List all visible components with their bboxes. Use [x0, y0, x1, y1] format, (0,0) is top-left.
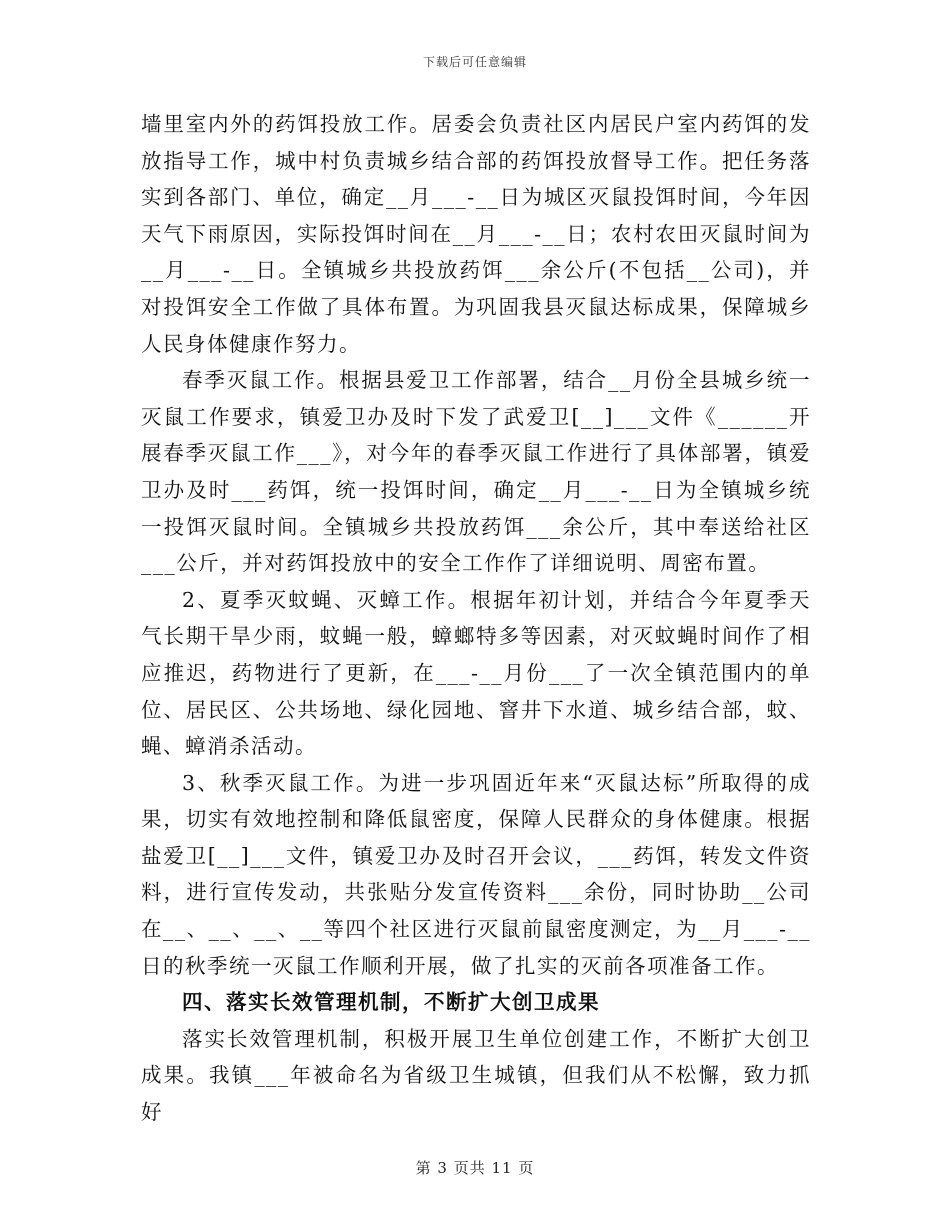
paragraph-continuation: 墙里室内外的药饵投放工作。居委会负责社区内居民户室内药饵的发放指导工作，城中村负责城乡结合部的药饵投放督导工作。把任务落实到各部门、单位，确定__月___-__日为城区灭鼠投饵时间，今年因天气下雨原因，实际投饵时间在__月___-__日；农村农田灭鼠时间为__月___-__日。全镇城乡共投放药饵___余公斤(不包括__公司)，并对投饵安全工作做了具体布置。为巩固我县灭鼠达标成果，保障城乡人民身体健康作努力。 — [141, 112, 811, 356]
document-body — [141, 106, 811, 1131]
paragraph-spring-rodent-control: 春季灭鼠工作。根据县爱卫工作部署，结合__月份全县城乡统一灭鼠工作要求，镇爱卫办及时下发了武爱卫[__]___文件《______开展春季灭鼠工作___》，对今年的春季灭鼠工作进行了具体部署，镇爱卫办及时___药饵，统一投饵时间，确定__月___-__日为全镇城乡统一投饵灭鼠时间。全镇城乡共投放药饵___余公斤，其中奉送给社区___公斤，并对药饵投放中的安全工作作了详细说明、周密布置。 — [141, 368, 811, 576]
page-footer: 第 3 页共 11 页 — [415, 1159, 535, 1177]
section-heading: 四、落实长效管理机制，不断扩大创卫成果 — [182, 990, 600, 1015]
paragraph-long-term-mechanism: 落实长效管理机制，积极开展卫生单位创建工作，不断扩大创卫成果。我镇___年被命名为省级卫生城镇，但我们从不松懈，致力抓好 — [141, 1026, 811, 1125]
paragraph-summer-pest-control: 2、夏季灭蚊蝇、灭蟑工作。根据年初计划，并结合今年夏季天气长期干旱少雨，蚊蝇一般，蟑螂特多等因素，对灭蚊蝇时间作了相应推迟，药物进行了更新，在___-__月份___了一次全镇范围内的单位、居民区、公共场地、绿化园地、窨井下水道、城乡结合部，蚊、蝇、蟑消杀活动。 — [141, 587, 811, 759]
page-header: 下载后可任意编辑 — [422, 55, 527, 69]
paragraph-autumn-rodent-control: 3、秋季灭鼠工作。为进一步巩固近年来“灭鼠达标”所取得的成果，切实有效地控制和降低鼠密度，保障人民群众的身体健康。根据盐爱卫[__]___文件，镇爱卫办及时召开会议，___药饵，转发文件资料，进行宣传发动，共张贴分发宣传资料___余份，同时协助__公司在__、__、__、__等四个社区进行灭鼠前鼠密度测定，为__月___-__日的秋季统一灭鼠工作顺利开展，做了扎实的灭前各项准备工作。 — [141, 770, 811, 978]
